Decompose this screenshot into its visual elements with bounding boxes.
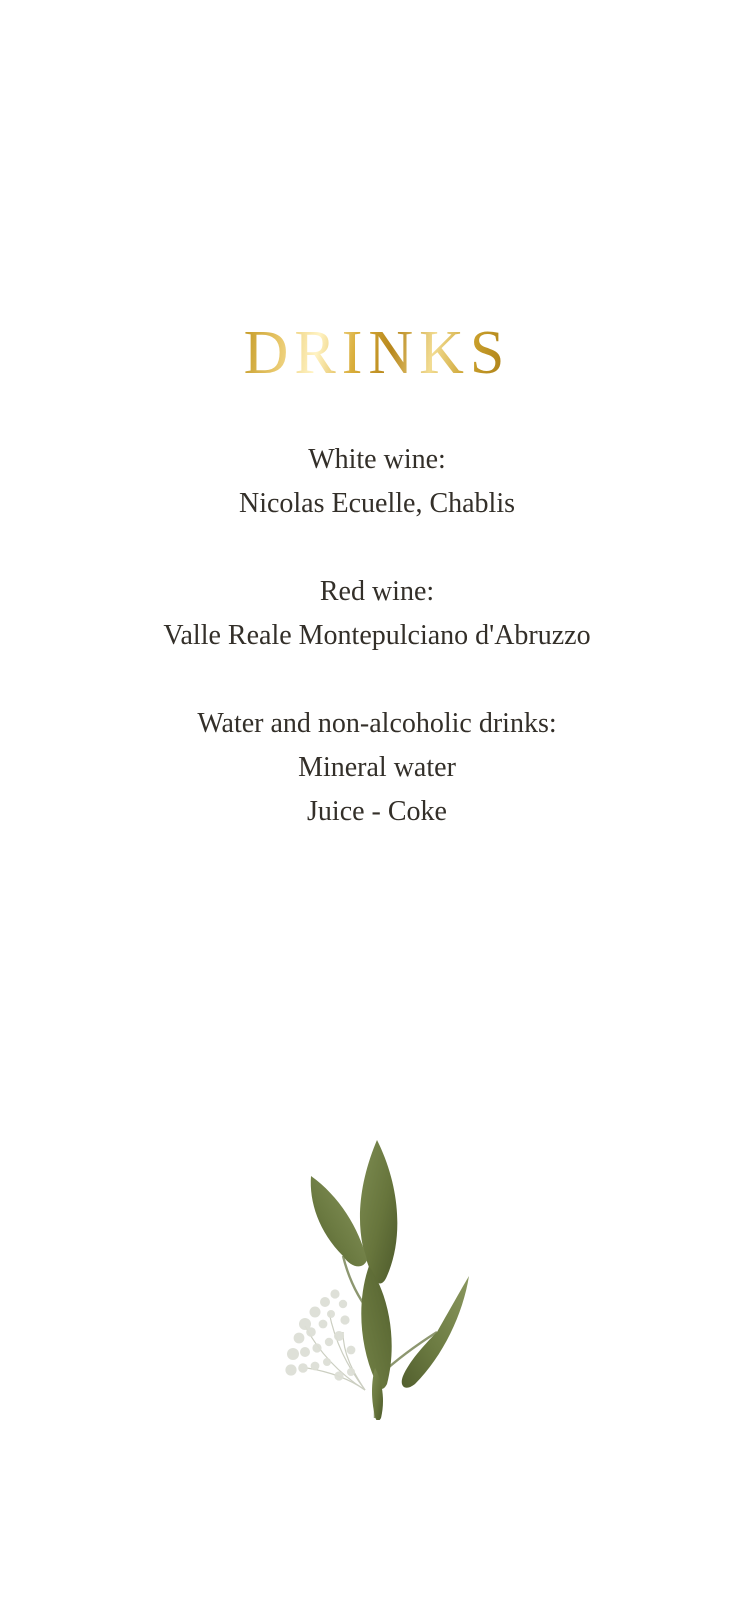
- berries: [285, 1289, 355, 1380]
- section-item: Valle Reale Montepulciano d'Abruzzo: [163, 620, 591, 651]
- menu-sections: [0, 438, 754, 834]
- section-heading: White wine:: [308, 444, 446, 475]
- section-item: Mineral water: [298, 752, 456, 783]
- leaf: [361, 1266, 391, 1389]
- menu-section-red-wine: [0, 570, 754, 658]
- page-title: DRINKS: [243, 319, 511, 387]
- leaf: [311, 1176, 367, 1266]
- eucalyptus-sprig-icon: [247, 1080, 507, 1420]
- section-item: Nicolas Ecuelle, Chablis: [238, 488, 516, 519]
- section-item: Juice - Coke: [307, 796, 447, 827]
- menu-section-non-alcoholic: [0, 702, 754, 834]
- menu-section-white-wine: [0, 438, 754, 526]
- section-heading: Water and non-alcoholic drinks:: [197, 708, 557, 739]
- section-heading: Red wine:: [319, 576, 435, 607]
